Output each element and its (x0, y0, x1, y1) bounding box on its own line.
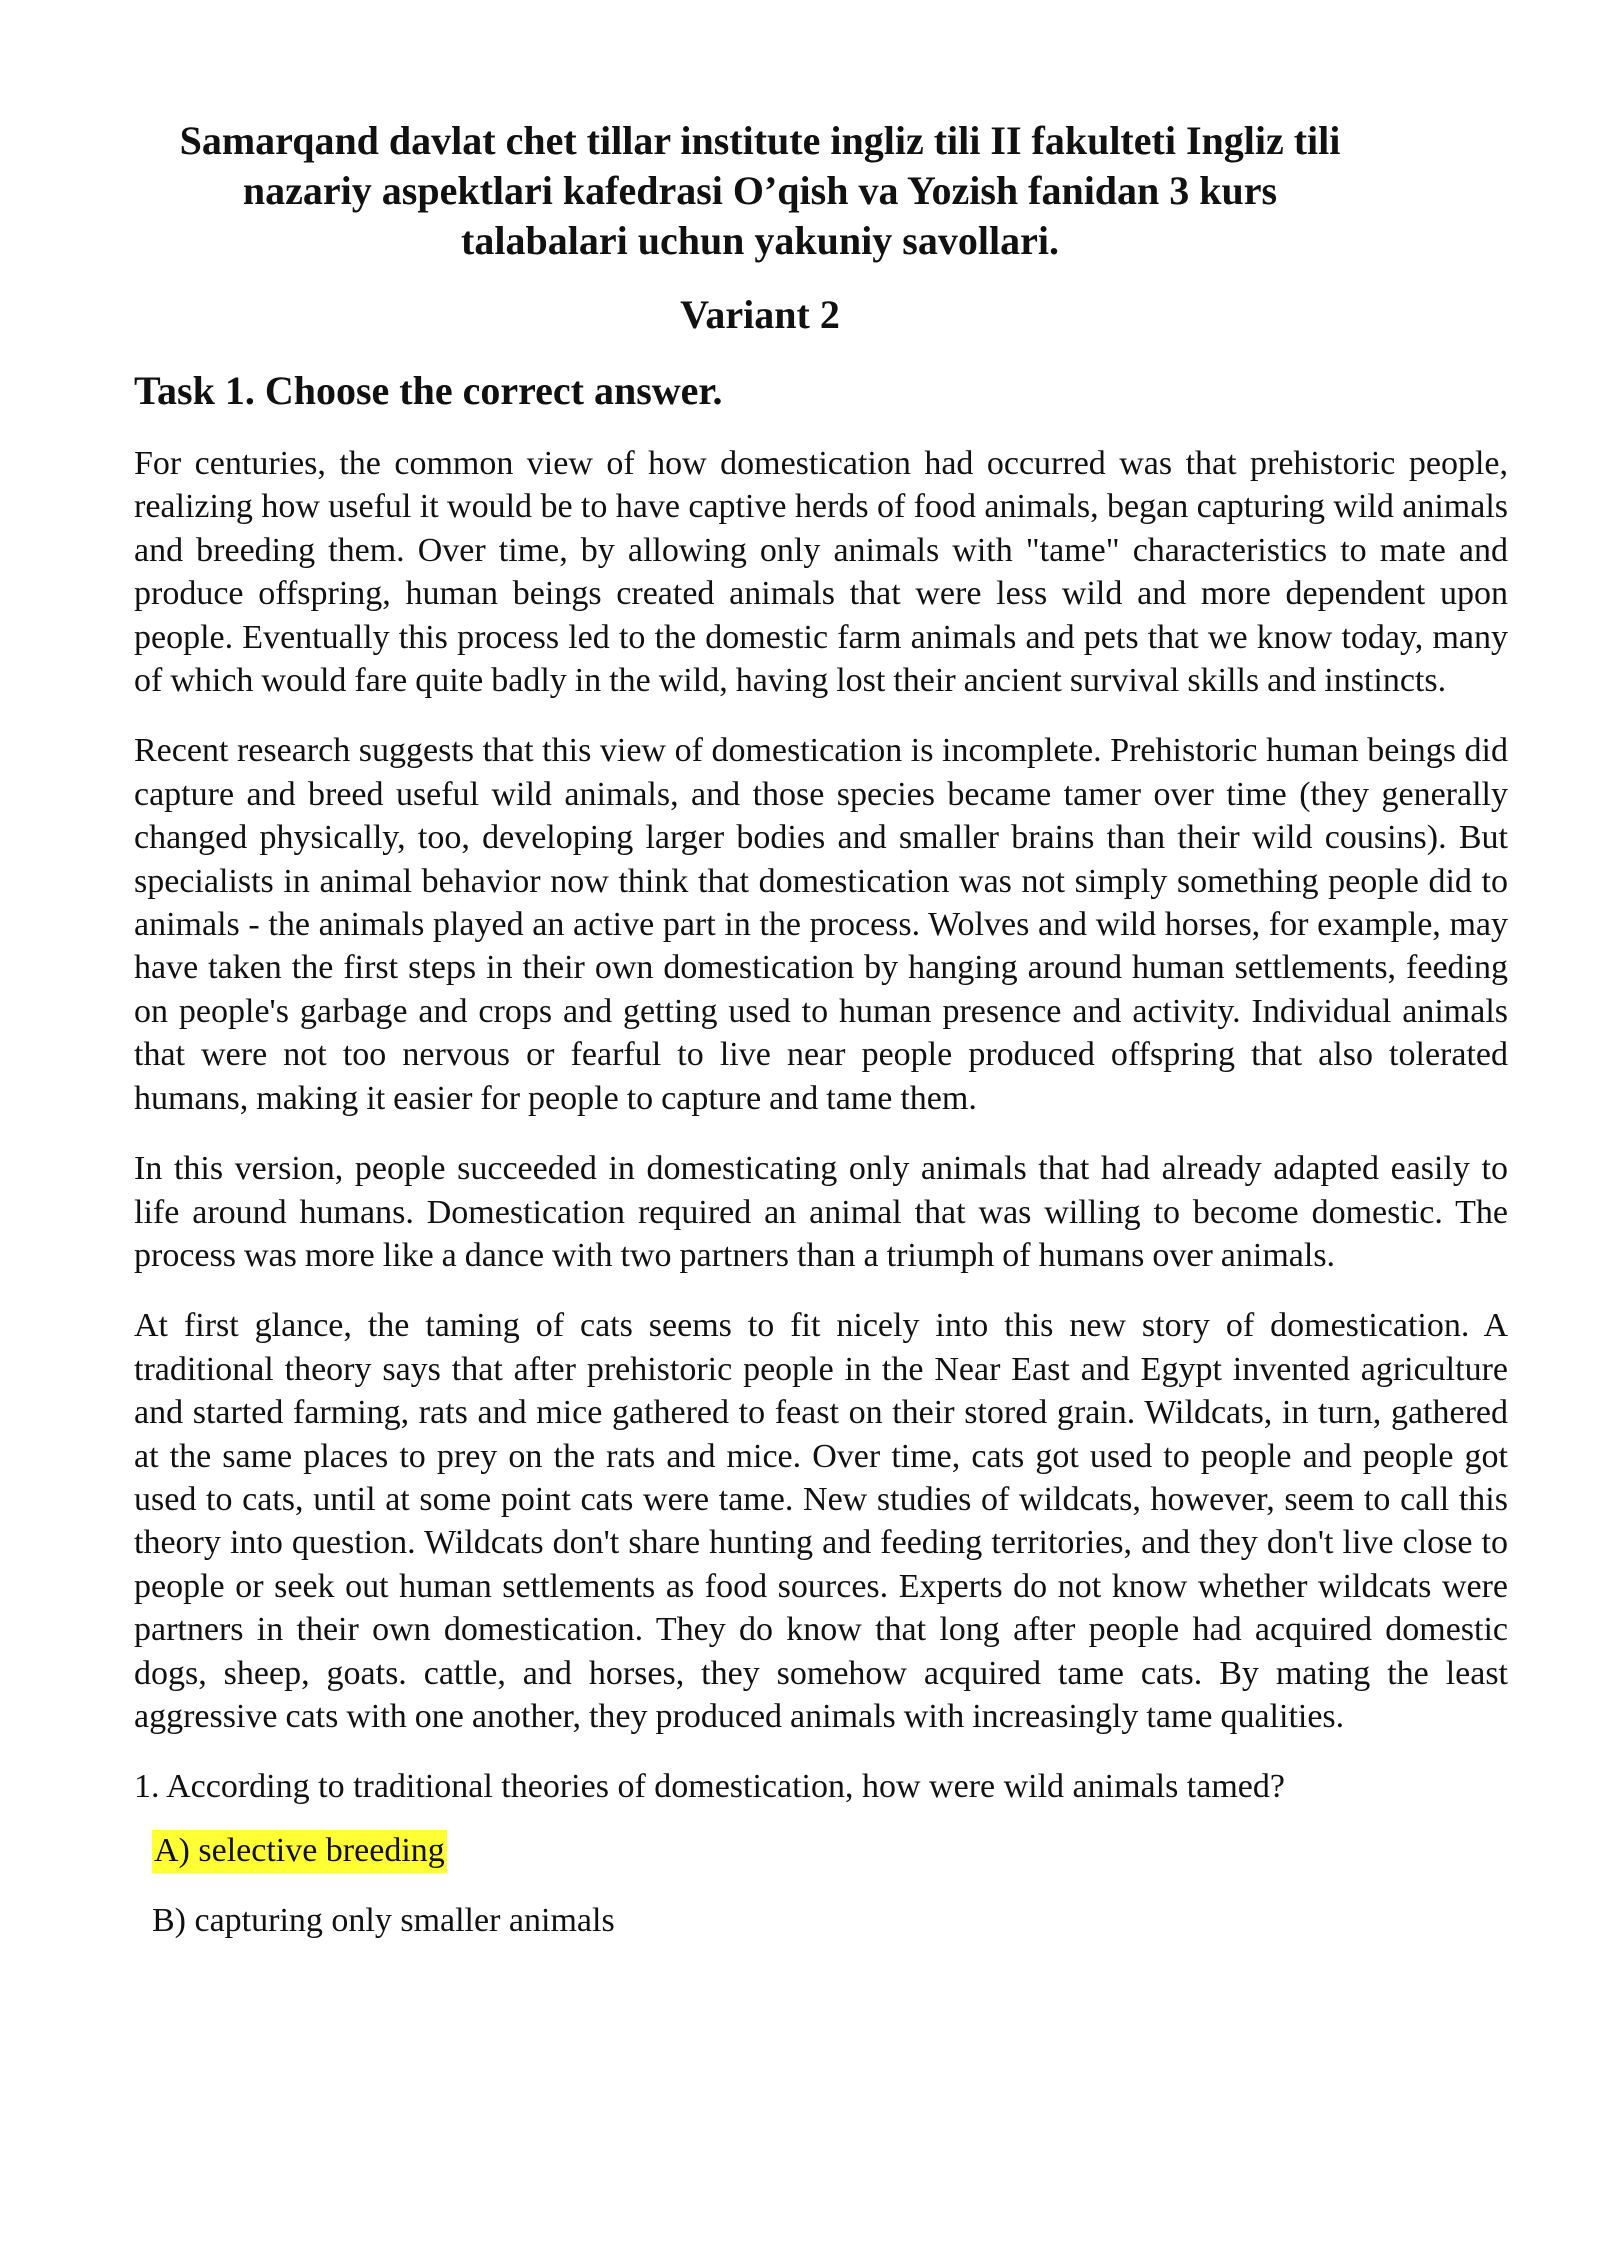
passage-paragraph-3: In this version, people succeeded in domesticating only animals that had already adapted easily to life around humans. Domestication required an animal that was willing to become domestic. The process was more like a dance with two partners than a triumph of humans over animals. (134, 1150, 1508, 1274)
answer-option-a-label: A) selective breeding (152, 1830, 447, 1873)
passage-paragraph-2: Recent research suggests that this view of domestication is incomplete. Prehistoric human beings did capture and breed useful wild animals, and those species became tamer over time (they generally changed physically, too, developing larger bodies and smaller brains than their wild cousins). But specialists in animal behavior now think that domestication was not simply something people did to animals - the animals played an active part in the process. Wolves and wild horses, for example, may have taken the first steps in their own domestication by hanging around human settlements, feeding on people's garbage and crops and getting used to human presence and activity. Individual animals that were not too nervous or fearful to live near people produced offspring that also tolerated humans, making it easier for people to capture and tame them. (134, 732, 1508, 1117)
answer-option-a[interactable] (152, 1829, 1508, 1872)
question-1-text: 1. According to traditional theories of domestication, how were wild animals tamed? (134, 1768, 1285, 1806)
passage-paragraph-4: At first glance, the taming of cats seems to fit nicely into this new story of domestication. A traditional theory says that after prehistoric people in the Near East and Egypt invented agriculture and started farming, rats and mice gathered to feast on their stored grain. Wildcats, in turn, gathered at the same places to prey on the rats and mice. Over time, cats got used to people and people got used to cats, until at some point cats were tame. New studies of wildcats, however, seem to call this theory into question. Wildcats don't share hunting and feeding territories, and they don't live close to people or seek out human settlements as food sources. Experts do not know whether wildcats were partners in their own domestication. They do know that long after people had acquired domestic dogs, sheep, goats. cattle, and horses, they somehow acquired tame cats. By mating the least aggressive cats with one another, they produced animals with increasingly tame qualities. (134, 1307, 1508, 1735)
document-title: Samarqand davlat chet tillar institute ingliz tili II fakulteti Ingliz tili nazariy aspektlari kafedrasi O’qish va Yozish fanidan 3 kurs talabalari uchun yakuniy savollari. (179, 118, 1341, 263)
answer-option-b[interactable] (152, 1899, 1508, 1942)
passage-paragraph-1: For centuries, the common view of how domestication had occurred was that prehistoric people, realizing how useful it would be to have captive herds of food animals, began capturing wild animals and breeding them. Over time, by allowing only animals with "tame" characteristics to mate and produce offspring, human beings created animals that were less wild and more dependent upon people. Eventually this process led to the domestic farm animals and pets that we know today, many of which would fare quite badly in the wild, having lost their ancient survival skills and instincts. (134, 445, 1508, 700)
task-heading: Task 1. Choose the correct answer. (134, 368, 723, 413)
reading-passage (134, 442, 1508, 1970)
answer-option-b-label: B) capturing only smaller animals (152, 1902, 615, 1940)
variant-heading: Variant 2 (680, 292, 840, 337)
